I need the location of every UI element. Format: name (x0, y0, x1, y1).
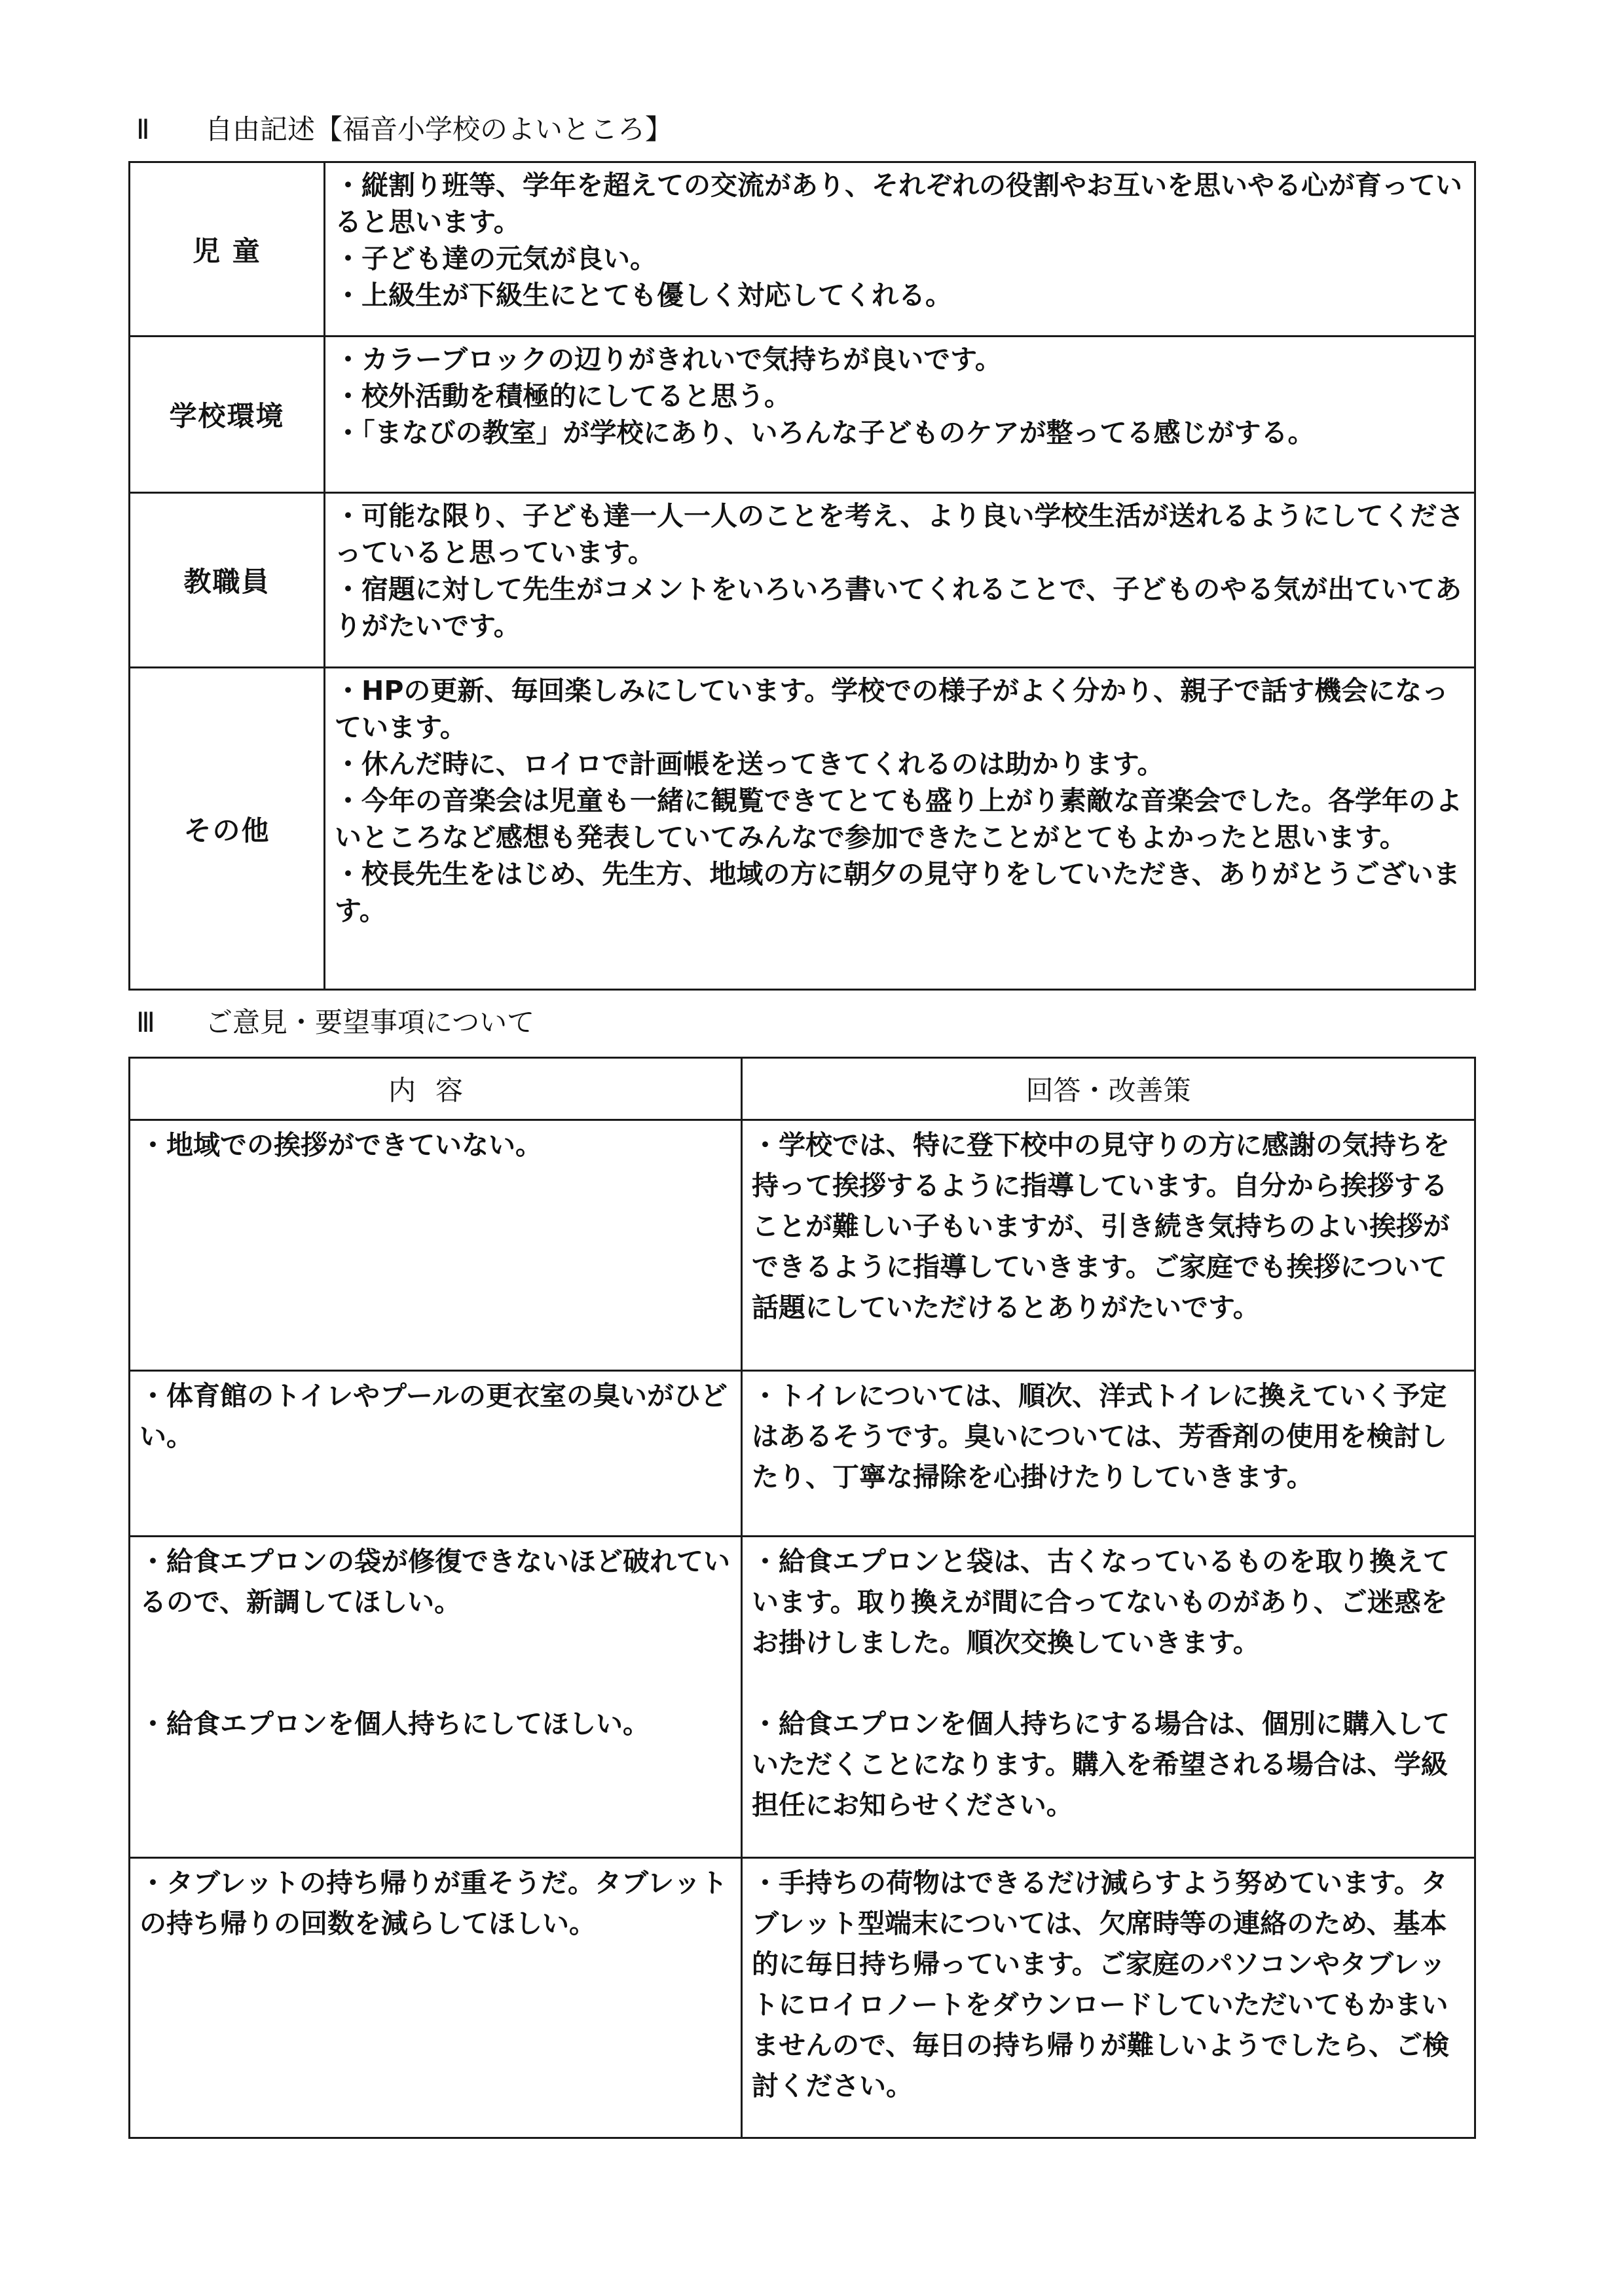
table-row (130, 1537, 1475, 1858)
section-numeral: Ⅲ (136, 1006, 155, 1038)
response-cell (742, 1537, 1475, 1858)
free-description-table (128, 161, 1476, 991)
comment-cell (325, 337, 1475, 493)
table-header-row (130, 1058, 1475, 1120)
comment-line: ・校長先生をはじめ、先生方、地域の方に朝夕の見守りをしていただき、ありがとうございます。 (335, 858, 1460, 926)
comment-line: ・「まなびの教室」が学校にあり、いろんな子どものケアが整ってる感じがする。 (335, 417, 1315, 448)
comment-line: ・可能な限り、子ども達一人一人のことを考え、より良い学校生活が送れるようにしてくださっていると思っています。 (335, 500, 1464, 568)
opinion-text: ・地域での挨拶ができていない。 (139, 1129, 542, 1161)
comment-line: ・休んだ時に、ロイロで計画帳を送ってきてくれるのは助かります。 (335, 748, 1164, 780)
opinion-cell (130, 1537, 742, 1858)
table-row (130, 1120, 1475, 1371)
opinions-table (128, 1057, 1476, 2139)
response-text: ・学校では、特に登下校中の見守りの方に感謝の気持ちを持って挨拶するように指導しています。自分から挨拶することが難しい子もいますが、引き続き気持ちのよい挨拶ができるように指導していきます。ご家庭でも挨拶について話題にしていただけるとありがたいです。 (752, 1129, 1450, 1323)
table-row (130, 1371, 1475, 1537)
section-numeral: Ⅱ (136, 113, 150, 145)
opinion-cell (130, 1371, 742, 1537)
response-cell (742, 1120, 1475, 1371)
comment-line: ・カラーブロックの辺りがきれいで気持ちが良いです。 (335, 344, 1002, 375)
table-row (130, 162, 1475, 337)
response-text: ・トイレについては、順次、洋式トイレに換えていく予定はあるそうです。臭いについては、芳香剤の使用を検討したり、丁寧な掃除を心掛けたりしていきます。 (752, 1380, 1447, 1493)
response-text: ・給食エプロンを個人持ちにする場合は、個別に購入していただくことになります。購入を希望される場合は、学級担任にお知らせください。 (752, 1708, 1450, 1821)
response-cell (742, 1371, 1475, 1537)
column-header-response: 回答・改善策 (742, 1058, 1475, 1120)
comment-cell (325, 162, 1475, 337)
comment-line: ・宿題に対して先生がコメントをいろいろ書いてくれることで、子どものやる気が出ていてありがたいです。 (335, 574, 1462, 642)
comment-line: ・今年の音楽会は児童も一緒に観覧できてとても盛り上がり素敵な音楽会でした。各学年のよいところなど感想も発表していてみんなで参加できたことがとてもよかったと思います。 (335, 785, 1462, 853)
table-row (130, 493, 1475, 668)
category-cell: 児 童 (130, 162, 325, 337)
comment-cell (325, 668, 1475, 990)
section-heading-free-description (136, 110, 673, 149)
comment-line: ・HPの更新、毎回楽しみにしています。学校での様子がよく分かり、親子で話す機会になっています。 (335, 675, 1449, 743)
opinion-cell (130, 1120, 742, 1371)
category-cell: その他 (130, 668, 325, 990)
comment-cell (325, 493, 1475, 668)
opinion-text: ・給食エプロンの袋が修復できないほど破れているので、新調してほしい。 (139, 1546, 730, 1618)
section-title: 自由記述【福音小学校のよいところ】 (205, 113, 673, 145)
response-cell (742, 1858, 1475, 2138)
table-row (130, 668, 1475, 990)
opinion-cell (130, 1858, 742, 2138)
column-header-content: 内容 (130, 1058, 742, 1120)
comment-line: ・上級生が下級生にとても優しく対応してくれる。 (335, 280, 952, 311)
opinion-text: ・タブレットの持ち帰りが重そうだ。タブレットの持ち帰りの回数を減らしてほしい。 (139, 1867, 728, 1939)
response-text: ・給食エプロンと袋は、古くなっているものを取り換えています。取り換えが間に合ってないものがあり、ご迷惑をお掛けしました。順次交換していきます。 (752, 1546, 1450, 1658)
category-cell: 教職員 (130, 493, 325, 668)
opinion-text: ・体育館のトイレやプールの更衣室の臭いがひどい。 (139, 1380, 728, 1452)
comment-line: ・子ども達の元気が良い。 (335, 243, 657, 274)
comment-line: ・校外活動を積極的にしてると思う。 (335, 380, 791, 412)
table-row (130, 1858, 1475, 2138)
response-text: ・手持ちの荷物はできるだけ減らすよう努めています。タブレット型端末については、欠席時等の連絡のため、基本的に毎日持ち帰っています。ご家庭のパソコンやタブレットにロイロノートをダウンロードしていただいてもかまいませんので、毎日の持ち帰りが難しいようでしたら、ご検討ください。 (752, 1867, 1450, 2102)
opinion-text: ・給食エプロンを個人持ちにしてほしい。 (139, 1708, 650, 1740)
section-heading-opinions (136, 1003, 534, 1042)
comment-line: ・縦割り班等、学年を超えての交流があり、それぞれの役割やお互いを思いやる心が育っていると思います。 (335, 170, 1462, 238)
section-title: ご意見・要望事項について (205, 1006, 535, 1038)
table-row (130, 337, 1475, 493)
category-cell: 学校環境 (130, 337, 325, 493)
